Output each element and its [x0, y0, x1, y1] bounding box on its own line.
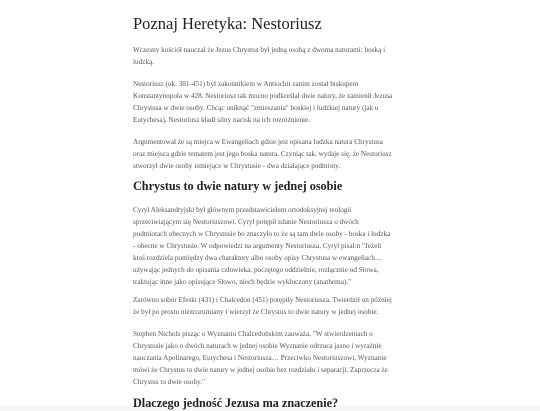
text-line: - obecne w Chrystusie. W odpowiedzi na argumenty Nestoriusza, Cyryl pisał:n "Jeżeli	[133, 242, 382, 250]
text-line: Chrystusie jako o dwóch naturach w jednej osobie Wyznanie odrzuca jasno i wyraźnie	[133, 342, 382, 350]
paragraph-nichols	[133, 328, 409, 388]
text-line: ludzką.	[133, 58, 154, 66]
paragraph-argument	[133, 136, 409, 172]
text-line: traktując inne jako opisujące Słowo, niech będzie wykluczony (anathema)."	[133, 278, 352, 286]
text-line: Konstantynopola w 428. Nestoriusz tak mocno podkreślał dwie natury, że zamienił Jezusa	[133, 92, 393, 100]
paragraph-intro	[133, 44, 409, 68]
paragraph-nestorius	[133, 78, 409, 126]
text-line: sprzeciwiającym się Nestoriuszowi. Cyryl potępił zdanie Nestoriusza o dwóch	[133, 218, 359, 226]
text-line: oraz miejsca gdzie tematem jest jego boska natura. Czyniąc tak, wydaje się, że Nestoriusz	[133, 150, 392, 158]
text-line: ktoś rozdziela pomiędzy dwa charaktery albo osoby opisy Chrystusa w ewangeliach…	[133, 254, 383, 262]
text-line: Chrystus to dwie osoby."	[133, 378, 205, 386]
text-line: Chrystusa w dwie osoby. Chcąc uniknąć "zmieszania" boskiej i ludzkiej natury (jak u	[133, 104, 379, 112]
paragraph-councils	[133, 294, 409, 318]
text-line: że był po prostu niezrozumiany i wierzył że Chrystus to dwie natury w jednej osobie.	[133, 308, 379, 316]
section-heading: Chrystus to dwie natury w jednej osobie	[133, 179, 343, 193]
section-heading-2: Dlaczego jedność Jezusa ma znaczenie?	[133, 396, 339, 410]
page-title: Poznaj Heretyka: Nestoriusz	[133, 14, 322, 33]
text-line: Cyryl Aleksandryjski był głównym przedstawicielem ortodoksyjnej teologii	[133, 206, 352, 214]
text-line: Eutychesa), Nestoriusz kładł silny nacisk na ich rozróżnienie.	[133, 116, 311, 124]
paragraph-cyril	[133, 204, 409, 288]
text-line: Zarówno sobór Efeski (431) i Chalcedon (451) potępiły Nestoriusza. Twierdził on później	[133, 296, 392, 304]
text-line: Argumentował że są miejca w Ewangeliach gdzie jest opisana ludzka natura Chrystusa	[133, 138, 383, 146]
text-line: Nestoriusz (ok. 381-451) był zakonnikiem w Antiochii zanim został biskupem	[133, 80, 359, 88]
text-line: podmiotach obecnych w Chrystusie bo znaczyło to że są tam dwie osoby - boska i ludzka	[133, 230, 391, 238]
text-line: nauczania Apolinarego, Eutychesa i Nestoriusza… Przeciwko Nestoriuszowi, Wyznanie	[133, 354, 387, 362]
text-line: Stephen Nichols pisząc o Wyznaniu Chalcedońskim zauważa, "W stwierdzeniach o	[133, 330, 373, 338]
text-line: mówi że Chrystus to dwie natury w jednej osobie bez rozdziału i separacji. Zaprzecza że	[133, 366, 388, 374]
text-line: stworzył dwie osoby istniejące w Chrystusie - dwa działające podmioty.	[133, 162, 341, 170]
text-line: używając jednych do opisania człowieka, poczętego oddzielnie, rozłącznie od Słowa,	[133, 266, 379, 274]
text-line: Wczesny kościół nauczał że Jezus Chrystus był jedną osobą z dwoma naturami: boską i	[133, 46, 386, 54]
